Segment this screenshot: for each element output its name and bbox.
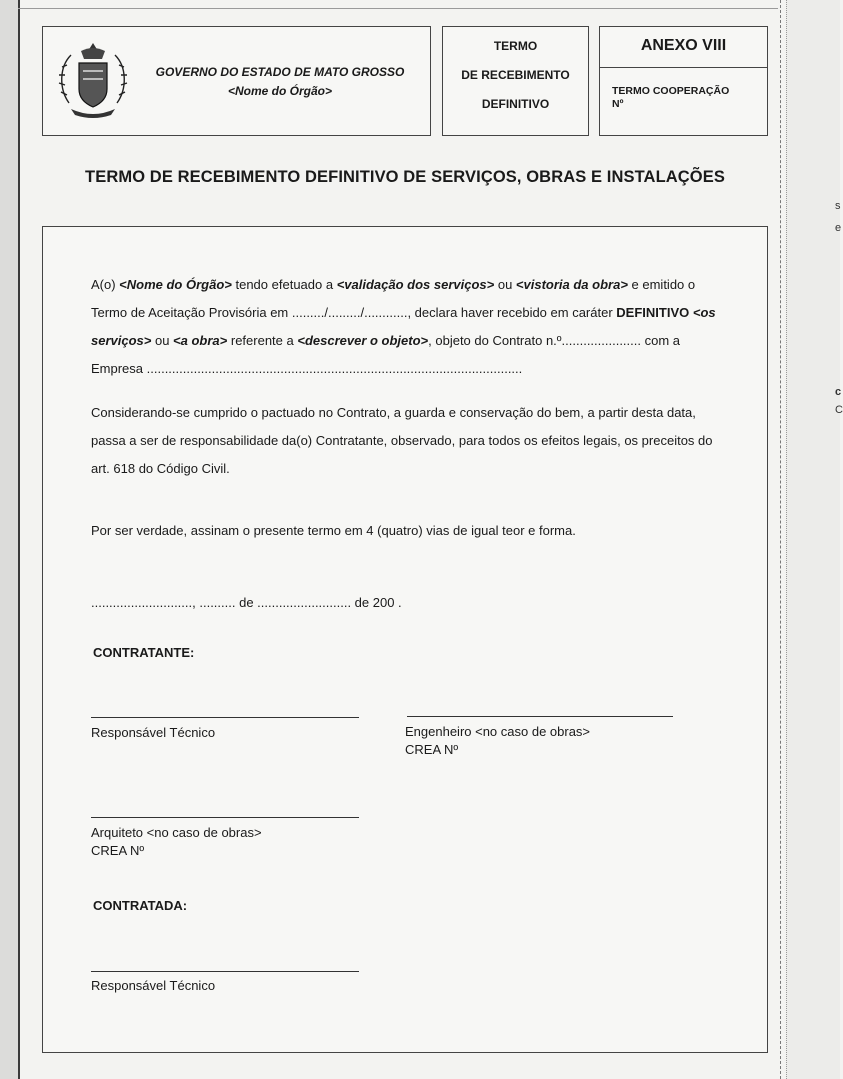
termo-heading	[443, 37, 588, 124]
signature-caption	[91, 824, 262, 860]
state-coat-of-arms-icon	[57, 41, 129, 121]
cooperation-term-label: TERMO COOPERAÇÃO	[612, 85, 730, 97]
page-right-edge	[780, 0, 783, 1079]
top-rule	[18, 0, 778, 9]
architect-caption: Arquiteto <no caso de obras>	[91, 825, 262, 840]
document-title: TERMO DE RECEBIMENTO DEFINITIVO DE SERVIÇOS, OBRAS E INSTALAÇÕES	[85, 168, 725, 186]
header-government-box	[42, 26, 431, 136]
signature-caption: Responsável Técnico	[91, 978, 216, 993]
signature-caption: Responsável Técnico	[91, 725, 216, 740]
page-left-edge	[0, 0, 20, 1079]
contratante-label: CONTRATANTE:	[93, 645, 195, 660]
signature-line	[91, 817, 359, 818]
agency-name-placeholder: <Nome do Órgão>	[227, 84, 333, 98]
header-termo-box	[442, 26, 589, 136]
margin-mark: c	[835, 386, 842, 398]
government-name: GOVERNO DO ESTADO DE MATO GROSSO	[155, 65, 405, 79]
cooperation-term-number	[612, 85, 752, 111]
cooperation-term-no: Nº	[612, 98, 624, 110]
margin-mark: C	[835, 404, 843, 416]
paragraph-receipt: A(o) <Nome do Órgão> tendo efetuado a <validação dos serviços> ou <vistoria da obra> e emitido o Termo de Aceitação Provisória em ........./........./............, declara haver recebido em caráter DEFINITIVO <os serviços> ou <a obra> referente a <descrever o objeto>, objeto do Contrato n.º...................... com a Empresa ........................................................................................................	[91, 277, 716, 376]
termo-line: TERMO	[493, 39, 538, 53]
signature-line	[91, 971, 359, 972]
signature-line	[407, 716, 673, 717]
anexo-label: ANEXO VIII	[640, 37, 727, 54]
document-body-box	[42, 226, 768, 1053]
engineer-caption: Engenheiro <no caso de obras>	[405, 724, 591, 739]
crea-number-caption: CREA Nº	[91, 843, 145, 858]
divider	[600, 67, 767, 68]
margin-mark: e	[835, 222, 842, 234]
margin-mark: s	[835, 200, 841, 212]
crea-number-caption: CREA Nº	[405, 742, 459, 757]
termo-line: DEFINITIVO	[481, 97, 550, 111]
contratada-label: CONTRATADA:	[93, 898, 188, 913]
header-anexo-box	[599, 26, 768, 136]
termo-line: DE RECEBIMENTO	[461, 68, 570, 82]
government-title	[135, 63, 425, 101]
date-line: ............................, .......... de .......................... de 200 .	[91, 595, 402, 610]
signature-line	[91, 717, 359, 718]
adjacent-page-strip	[786, 0, 843, 1079]
signature-caption	[405, 723, 590, 759]
paragraph-responsibility: Considerando-se cumprido o pactuado no Contrato, a guarda e conservação do bem, a partir desta data, passa a ser de responsabilidade da(o) Contratante, observado, para todos os efeitos legais, os preceitos do art. 618 do Código Civil.	[91, 405, 713, 476]
paragraph-signing: Por ser verdade, assinam o presente termo em 4 (quatro) vias de igual teor e forma.	[91, 523, 576, 538]
